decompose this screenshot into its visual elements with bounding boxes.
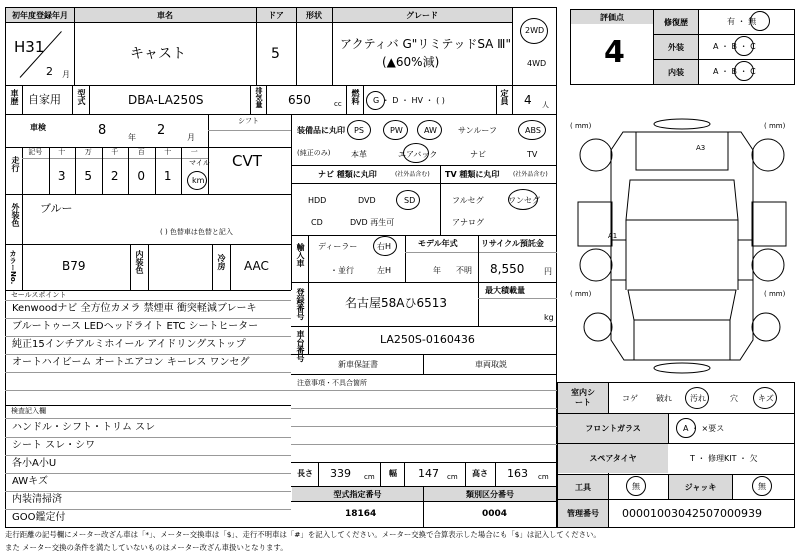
inspection-year: 8 — [98, 123, 107, 138]
load-label: 最大積載量 — [485, 286, 525, 295]
displacement-value: 650 — [288, 93, 311, 107]
sales-line-4: オートハイビーム オートエアコン キーレス ワンセグ — [12, 357, 250, 368]
seat-tear: 破れ — [656, 394, 672, 403]
person-unit: 人 — [542, 101, 549, 109]
interior-color-label: 内装色 — [135, 250, 144, 274]
diagram-bracket-tl: ( mm) — [570, 122, 592, 130]
import-parallel: ・並行 — [330, 266, 354, 275]
interior-header: 内装 — [654, 60, 698, 84]
exterior-header: 外装 — [654, 35, 698, 59]
inspector-line-2: シート スレ・シワ — [12, 440, 96, 451]
color-code: B79 — [62, 259, 86, 273]
import-right-circle — [373, 236, 397, 256]
repaint-note: ( ) 色替車は色替と記入 — [160, 228, 233, 236]
length-unit: cm — [364, 473, 375, 481]
footer-line-2: また メーター交換の条件を満たしていないものはメーター改ざん車扱いとなります。 — [5, 543, 288, 552]
equip-tv: TV — [527, 150, 538, 159]
width-label: 幅 — [389, 469, 397, 478]
tools-none-circle — [626, 476, 646, 496]
diagram-bracket-bl: ( mm) — [570, 290, 592, 298]
chassis-label: 車台番号 — [296, 330, 305, 362]
inspection-month: 2 — [157, 123, 166, 138]
tools-value: 無 — [632, 482, 640, 491]
equip-sunroof: サンルーフ — [458, 126, 497, 135]
height-unit: cm — [538, 473, 549, 481]
model-label: 型式 — [77, 89, 86, 105]
car-name: キャスト — [130, 46, 186, 62]
navi-hdd: HDD — [308, 196, 327, 205]
recycle-unit: 円 — [544, 267, 552, 276]
seat-burn: コゲ — [622, 394, 638, 403]
class-number-header: 類別区分番号 — [424, 487, 556, 501]
type-number-value: 18164 — [345, 509, 377, 519]
capacity-label: 定員 — [500, 89, 509, 105]
score-header: 評価点 — [571, 10, 653, 24]
windshield-a-circle — [676, 418, 696, 438]
tv-analog: アナログ — [452, 218, 484, 227]
drive-2wd: 2WD — [525, 26, 545, 35]
equip-ps-circle — [347, 120, 371, 140]
import-label: 輸入車 — [296, 243, 305, 267]
seat-header: 室内シート — [558, 383, 608, 413]
jack-none-circle — [752, 476, 772, 496]
door-count: 5 — [271, 46, 280, 62]
inspection-year-unit: 年 — [128, 133, 136, 142]
windshield-header: フロントガラス — [558, 414, 668, 443]
height-value: 163 — [507, 467, 528, 480]
mileage-label: 走行 — [11, 156, 20, 172]
chassis-value: LA250S-0160436 — [380, 333, 475, 346]
import-dealer: ディーラー — [318, 242, 358, 251]
grade-line1: アクティバ G"リミテッドSA Ⅲ" — [340, 37, 511, 51]
model-value: DBA-LA250S — [128, 93, 204, 107]
management-header: 管理番号 — [558, 500, 608, 527]
interior-b-circle — [734, 61, 754, 81]
jack-header: ジャッキ — [669, 475, 732, 499]
color-value: ブルー — [40, 202, 73, 215]
drive-4wd: 4WD — [527, 59, 547, 68]
navi-label: ナビ 種類に丸印 — [318, 170, 377, 179]
sales-line-1: Kenwoodナビ 全方位カメラ 禁煙車 衝突軽減ブレーキ — [12, 303, 257, 314]
navi-sd: SD — [404, 196, 416, 205]
diagram-bracket-br: ( mm) — [764, 290, 786, 298]
fuel-g-circle — [366, 91, 385, 110]
mileage-digit-header: 千 — [111, 148, 119, 156]
diagram-mark-a3: A3 — [696, 144, 706, 152]
sales-line-3: 純正15インチアルミホイール アイドリングストップ — [12, 339, 246, 350]
tv-fullseg: フルセグ — [452, 196, 484, 205]
usage-label: 車歴 — [10, 89, 19, 105]
registration-value: 名古屋58Aひ6513 — [345, 296, 448, 310]
shift-value: CVT — [232, 152, 262, 170]
registration-label: 登録番号 — [296, 288, 305, 320]
spare-tire-header: スペアタイヤ — [558, 444, 668, 473]
equipment-label: 装備品に丸印 — [297, 126, 345, 135]
reg-month: 2 — [46, 65, 53, 78]
tv-note: (社外品含む) — [513, 171, 548, 178]
model-year-value: 不明 — [456, 266, 472, 275]
spare-tire-value: T ・ 修理KIT ・ 欠 — [690, 454, 758, 463]
length-label: 長さ — [297, 469, 313, 478]
repair-header: 修復歴 — [654, 10, 698, 34]
footer-line-1: 走行距離の記号欄にメーター改ざん車は「*」、メーター交換車は「$」、走行不明車は「#」を記入してください。メーター交換で合算表示した場合にも「$」は記入してください。 — [5, 530, 601, 539]
equip-airbag-circle — [403, 143, 429, 163]
unit-km-circle — [187, 171, 207, 190]
equip-abs: ABS — [525, 126, 541, 135]
model-year-label: モデル年式 — [418, 239, 458, 248]
mileage-digit-header: 万 — [84, 148, 92, 156]
shape-header: 形状 — [296, 8, 332, 22]
navi-sd-circle — [396, 190, 420, 210]
mileage-digit: 2 — [110, 169, 119, 183]
repair-value: 有 ・ 無 — [727, 17, 757, 26]
inspector-line-6: GOO鑑定付 — [12, 512, 66, 523]
mileage-digit: 1 — [163, 169, 172, 183]
seat-scratch-circle — [753, 387, 777, 409]
type-number-header: 型式指定番号 — [292, 487, 423, 501]
mileage-digit: 3 — [57, 169, 66, 183]
windshield-value: A ・ ×要ス — [683, 424, 725, 433]
month-unit: 月 — [62, 70, 70, 79]
equip-aw-circle — [417, 120, 442, 140]
tools-header: 工具 — [558, 475, 608, 499]
navi-dvd: DVD — [358, 196, 376, 205]
equipment-sublabel: (純正のみ) — [297, 149, 331, 157]
load-unit: kg — [544, 313, 554, 322]
unit-km: km — [192, 176, 205, 185]
length-value: 339 — [330, 467, 351, 480]
inspector-notes-label: 検査記入欄 — [11, 407, 46, 415]
repair-none-circle — [750, 11, 770, 31]
car-damage-diagram — [568, 110, 796, 380]
inspector-line-4: AWキズ — [12, 476, 48, 487]
inspection-month-unit: 月 — [187, 133, 195, 142]
jack-value: 無 — [758, 482, 766, 491]
reg-year-header: 初年度登録年月 — [6, 8, 74, 22]
mileage-digit-header: 一 — [190, 148, 198, 156]
exterior-b-circle — [734, 36, 754, 56]
sales-line-2: ブルートゥース LEDヘッドライト ETC シートヒーター — [12, 321, 259, 332]
mileage-digit-header: 十 — [58, 148, 66, 156]
class-number-value: 0004 — [482, 509, 508, 519]
seat-dirt-circle — [685, 387, 709, 409]
unit-mile: マイル — [189, 159, 210, 167]
diagram-bracket-tr: ( mm) — [764, 122, 786, 130]
grade-header: グレード — [332, 8, 512, 22]
inspector-line-3: 各小A小U — [12, 458, 57, 469]
navi-dvd-play: DVD 再生可 — [350, 218, 395, 227]
car-name-header: 車名 — [74, 8, 256, 22]
inspector-line-1: ハンドル・シフト・トリム スレ — [12, 422, 156, 433]
ac-value: AAC — [244, 259, 269, 273]
equip-pw: PW — [390, 126, 403, 135]
notes-label: 注意事項・不具合箇所 — [297, 379, 367, 387]
recycle-value: 8,550 — [490, 262, 525, 276]
new-car-warranty: 新車保証書 — [338, 360, 378, 369]
seat-scratch: キズ — [758, 394, 774, 403]
equip-navi: ナビ — [470, 150, 486, 159]
height-label: 高さ — [472, 469, 488, 478]
equip-leather: 本革 — [351, 150, 367, 159]
ac-label: 冷房 — [217, 254, 226, 270]
model-year-unit: 年 — [433, 266, 441, 275]
usage-value: 自家用 — [28, 93, 61, 106]
mileage-digit-header: 十 — [164, 148, 172, 156]
tv-oneseg-circle — [508, 189, 538, 210]
mileage-digit: 0 — [137, 169, 146, 183]
fuel-options: G ・ D ・ HV ・ ( ) — [373, 96, 445, 105]
door-header: ドア — [256, 8, 296, 22]
seat-dirt: 汚れ — [690, 394, 706, 403]
equip-pw-circle — [383, 120, 408, 140]
capacity-value: 4 — [524, 93, 532, 107]
import-right: 右H — [377, 242, 392, 251]
drive-2wd-circle — [520, 18, 548, 44]
grade-line2: (▲60%減) — [382, 55, 440, 69]
navi-note: (社外品含む) — [395, 171, 430, 178]
inspector-line-5: 内装清掃済 — [12, 494, 62, 505]
mileage-digit-header: 記号 — [28, 148, 43, 156]
mileage-digit: 5 — [84, 169, 93, 183]
color-code-label: カラーNo. — [9, 250, 17, 285]
mileage-digit-header: 百 — [137, 148, 145, 156]
vehicle-manual: 車両取説 — [475, 360, 507, 369]
management-value: 00001003042507000939 — [622, 507, 762, 520]
tv-label: TV 種類に丸印 — [445, 170, 500, 179]
interior-value: A ・ B ・ C — [713, 67, 756, 76]
equip-aw: AW — [424, 126, 437, 135]
import-left: 左H — [377, 266, 392, 275]
shift-label: シフト — [238, 117, 259, 125]
navi-cd: CD — [311, 218, 323, 227]
displacement-label: 排気量 — [255, 87, 263, 108]
recycle-label: リサイクル預託金 — [481, 239, 544, 248]
color-label: 外装色 — [11, 203, 20, 227]
seat-hole: 穴 — [730, 394, 738, 403]
equip-abs-circle — [518, 120, 546, 140]
exterior-value: A ・ B ・ C — [713, 42, 756, 51]
fuel-label: 燃料 — [351, 89, 360, 105]
equip-airbag: エアバック — [398, 150, 438, 159]
inspection-label: 車検 — [30, 123, 46, 132]
tv-oneseg: ワンセグ — [508, 196, 540, 205]
sales-points-label: セールスポイント — [11, 291, 67, 299]
reg-era: H31 — [14, 38, 45, 56]
width-unit: cm — [447, 473, 458, 481]
cc-unit: cc — [334, 100, 342, 108]
score-value: 4 — [604, 35, 625, 70]
diagram-mark-a1: A1 — [608, 232, 618, 240]
width-value: 147 — [418, 467, 439, 480]
equip-ps: PS — [354, 126, 364, 135]
